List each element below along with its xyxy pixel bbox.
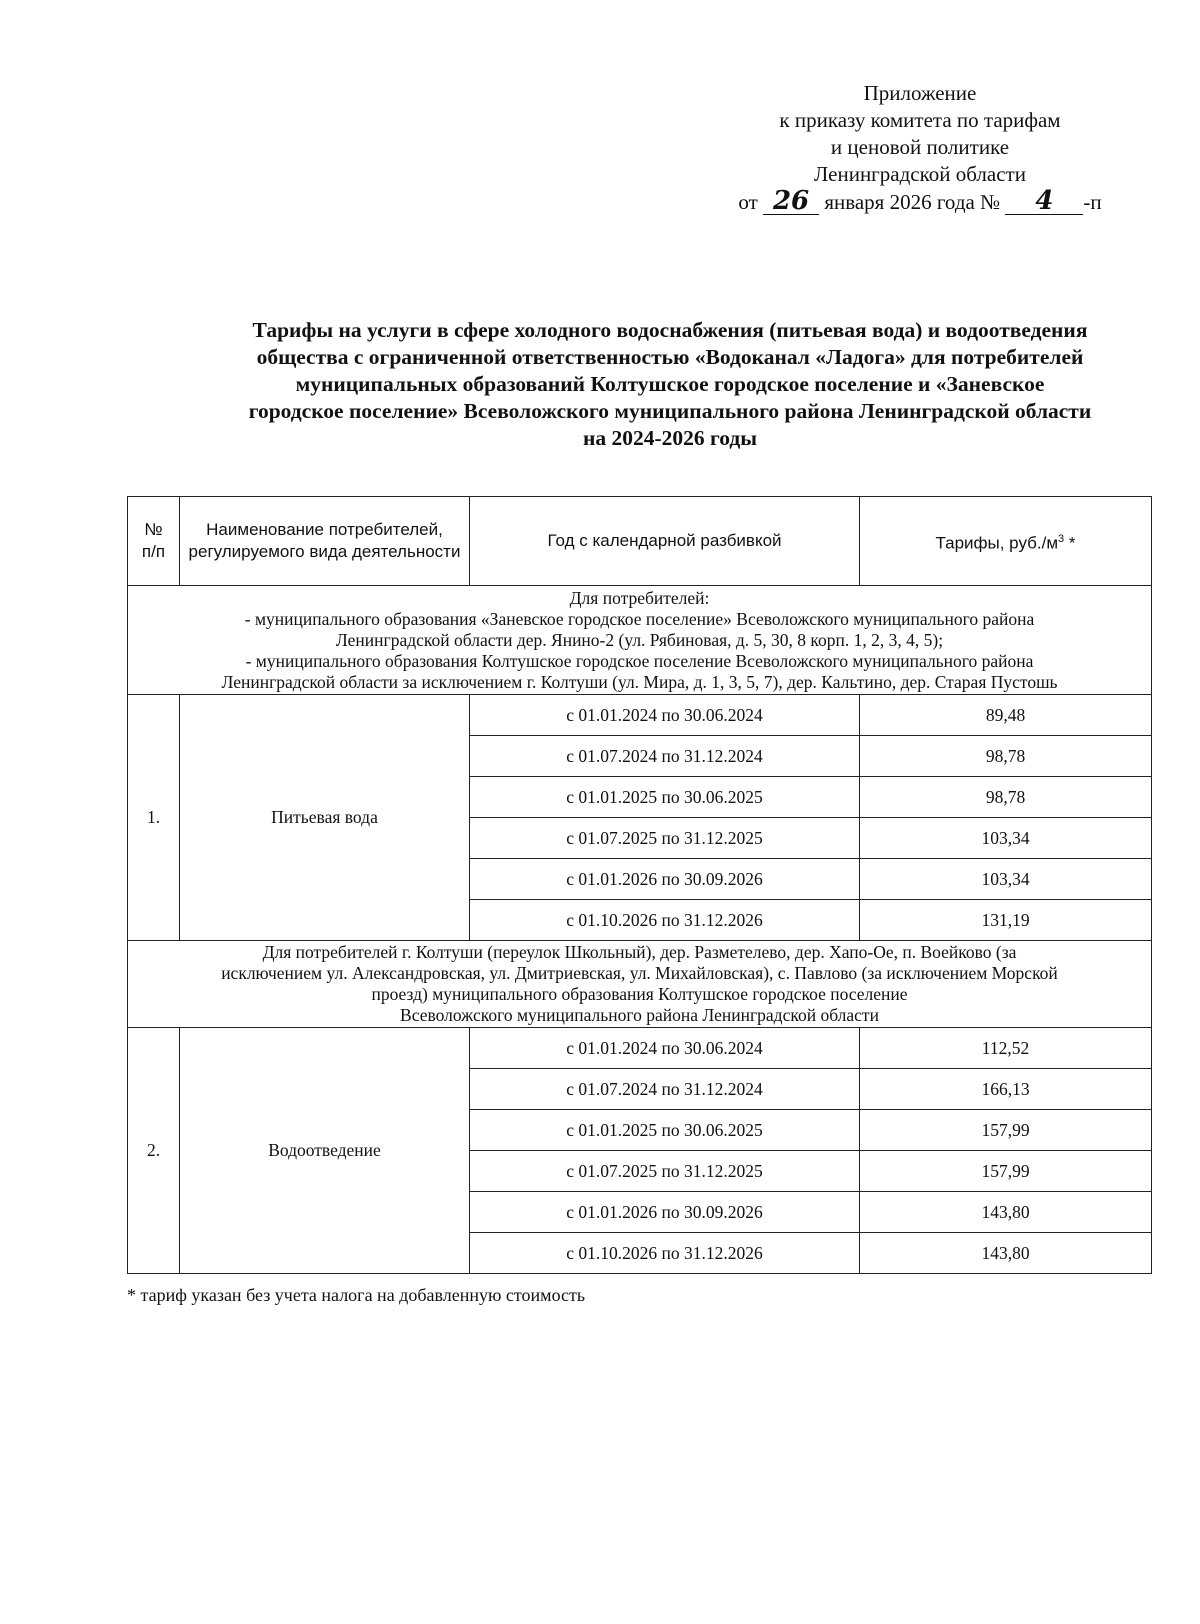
appendix-heading: Приложение (863, 81, 977, 105)
section-text: Для потребителей г. Колтуши (переулок Школьный), дер. Разметелево, дер. Хапо-Ое, п. Воейково (за (262, 942, 1017, 962)
group-name: Водоотведение (180, 1028, 470, 1274)
tariff-cell: 98,78 (860, 777, 1152, 818)
period-cell: с 01.10.2026 по 31.12.2026 (470, 1233, 860, 1274)
title-line: Тарифы на услуги в сфере холодного водоснабжения (питьевая вода) и водоотведения (252, 318, 1088, 342)
footnote: * тариф указан без учета налога на добавленную стоимость (127, 1285, 586, 1305)
header-tariff-suffix: * (1064, 533, 1076, 553)
period-cell: с 01.07.2024 по 31.12.2024 (470, 1069, 860, 1110)
period-cell: с 01.10.2026 по 31.12.2026 (470, 900, 860, 941)
period-cell: с 01.07.2024 по 31.12.2024 (470, 736, 860, 777)
table-row (128, 1028, 1152, 1069)
period-cell: с 01.07.2025 по 31.12.2025 (470, 818, 860, 859)
period-cell: с 01.01.2026 по 30.09.2026 (470, 1192, 860, 1233)
tariff-cell: 103,34 (860, 818, 1152, 859)
section-text: Ленинградской области дер. Янино-2 (ул. Рябиновая, д. 5, 30, 8 корп. 1, 2, 3, 4, 5); (335, 629, 944, 650)
period-cell: с 01.01.2026 по 30.09.2026 (470, 859, 860, 900)
tariff-cell: 143,80 (860, 1192, 1152, 1233)
tariff-cell: 112,52 (860, 1028, 1152, 1069)
header-tariff (860, 497, 1152, 586)
tariff-cell: 89,48 (860, 695, 1152, 736)
order-suffix: -п (1083, 190, 1102, 214)
group-number: 2. (128, 1028, 180, 1274)
table-header-row (128, 497, 1152, 586)
section-row-1 (128, 586, 1152, 695)
header-number-abbr: п/п (141, 542, 166, 561)
header-name: Наименование потребителей, регулируемого вида деятельности (180, 497, 470, 586)
appendix-block (700, 80, 1140, 216)
period-cell: с 01.01.2024 по 30.06.2024 (470, 1028, 860, 1069)
section-text: - муниципального образования Колтушское городское поселение Всеволожского муниципального района (245, 650, 1034, 671)
section-1-consumers (128, 586, 1152, 695)
section-text: Для потребителей: (569, 587, 710, 608)
section-text: исключением ул. Александровская, ул. Дмитриевская, ул. Михайловская), с. Павлово (за исключением Морской (221, 963, 1058, 983)
section-row-2 (128, 941, 1152, 1028)
header-tariff-sup: 3 (1058, 532, 1065, 545)
title-line: городское поселение» Всеволожского муниципального района Ленинградской области (248, 399, 1092, 423)
title-line: на 2024-2026 годы (582, 426, 758, 450)
table-row (128, 695, 1152, 736)
tariff-cell: 157,99 (860, 1151, 1152, 1192)
order-number-handwritten: 4 (1005, 188, 1083, 215)
header-tariff-label: Тарифы, руб./м (935, 533, 1059, 553)
appendix-committee: и ценовой политике (830, 135, 1010, 159)
order-date-line (700, 188, 1140, 216)
tariff-cell: 157,99 (860, 1110, 1152, 1151)
appendix-region: Ленинградской области (814, 162, 1026, 186)
section-text: Ленинградской области за исключением г. Колтуши (ул. Мира, д. 1, 3, 5, 7), дер. Кальтино, дер. Старая Пустошь (221, 671, 1058, 692)
tariff-cell: 166,13 (860, 1069, 1152, 1110)
title-line: общества с ограниченной ответственностью «Водоканал «Ладога» для потребителей (256, 345, 1084, 369)
document-title (180, 317, 1160, 452)
appendix-order-ref: к приказу комитета по тарифам (779, 108, 1061, 132)
order-prefix: от (738, 190, 758, 214)
section-text: Всеволожского муниципального района Ленинградской области (400, 1005, 879, 1025)
tariff-cell: 103,34 (860, 859, 1152, 900)
header-period: Год с календарной разбивкой (470, 497, 860, 586)
section-text: - муниципального образования «Заневское городское поселение» Всеволожского муниципального района (244, 608, 1035, 629)
period-cell: с 01.01.2024 по 30.06.2024 (470, 695, 860, 736)
section-text: проезд) муниципального образования Колтушское городское поселение (371, 984, 908, 1004)
group-number: 1. (128, 695, 180, 941)
title-line: муниципальных образований Колтушское городское поселение и «Заневское (295, 372, 1045, 396)
period-cell: с 01.07.2025 по 31.12.2025 (470, 1151, 860, 1192)
header-number-sign: № (144, 520, 163, 539)
tariffs-table (127, 496, 1152, 1274)
tariff-cell: 131,19 (860, 900, 1152, 941)
tariff-cell: 143,80 (860, 1233, 1152, 1274)
group-name: Питьевая вода (180, 695, 470, 941)
period-cell: с 01.01.2025 по 30.06.2025 (470, 777, 860, 818)
period-cell: с 01.01.2025 по 30.06.2025 (470, 1110, 860, 1151)
section-2-consumers (128, 941, 1152, 1028)
tariff-cell: 98,78 (860, 736, 1152, 777)
order-month-year: января 2026 года № (824, 190, 1001, 214)
header-number (128, 497, 180, 586)
order-day-handwritten: 26 (763, 188, 819, 215)
